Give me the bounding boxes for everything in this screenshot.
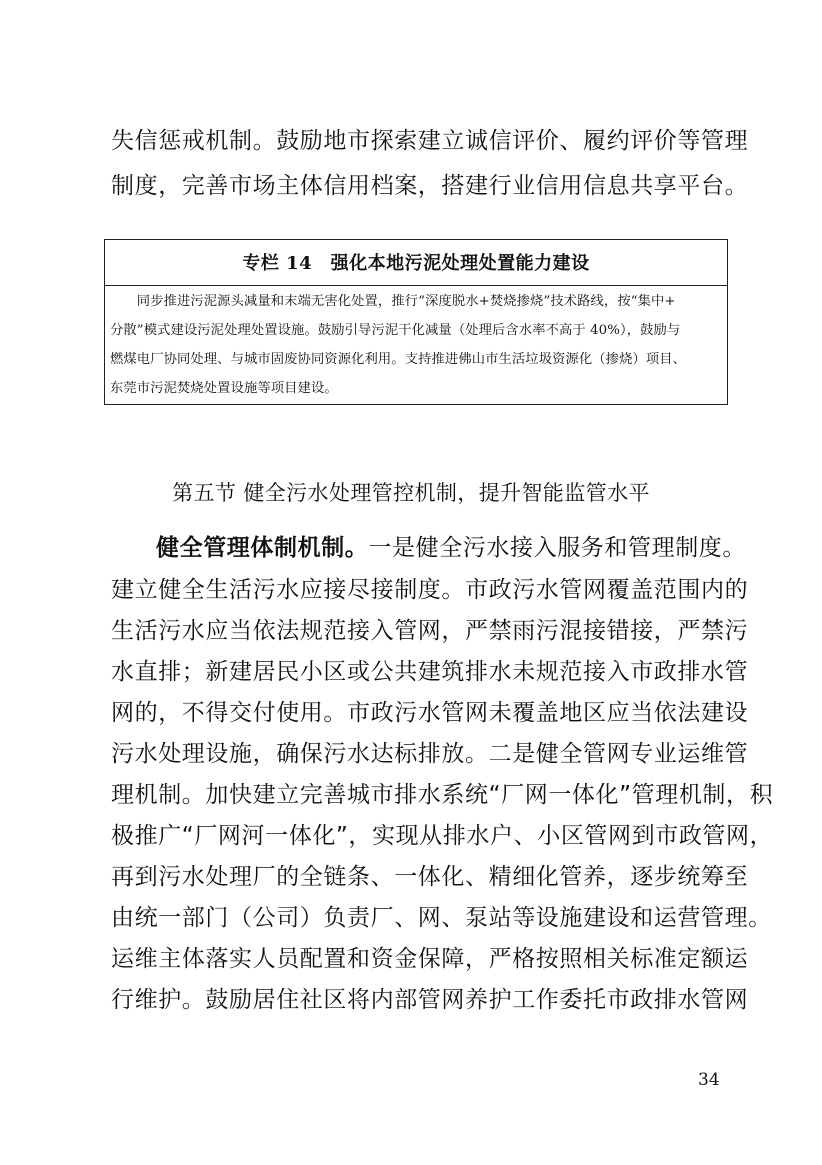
page-number: 34 [698,1070,720,1090]
column-box [104,239,728,405]
main-paragraph-line: 极推广“厂网河一体化”，实现从排水户、小区管网到市政管网， [111,823,774,849]
paragraph-lead-heading: 健全管理体制机制。 [156,535,369,561]
main-paragraph-line: 水直排；新建居民小区或公共建筑排水未规范接入市政排水管 [111,659,749,685]
column-box-line-3: 燃煤电厂协同处理、与城市固废协同资源化利用。支持推进佛山市生活垃圾资源化（掺烧）项目、 [110,352,687,367]
main-paragraph-line: 生活污水应当依法规范接入管网，严禁雨污混接错接，严禁污 [111,618,749,644]
main-paragraph-line: 污水处理设施，确保污水达标排放。二是健全管网专业运维管 [111,741,749,767]
column-box-line-2: 分散”模式建设污泥处理处置设施。鼓励引导污泥干化减量（处理后含水率不高于 40%），鼓励与 [110,323,681,338]
column-box-title: 专栏 14 强化本地污泥处理处置能力建设 [105,240,727,286]
main-paragraph-line: 网的，不得交付使用。市政污水管网未覆盖地区应当依法建设 [111,700,749,726]
top-paragraph-line-2: 制度，完善市场主体信用档案，搭建行业信用信息共享平台。 [111,173,749,199]
main-paragraph-line: 理机制。加快建立完善城市排水系统“厂网一体化”管理机制，积 [111,782,774,808]
top-paragraph-line-1: 失信惩戒机制。鼓励地市探索建立诚信评价、履约评价等管理 [111,128,749,154]
main-paragraph-first-line [156,533,747,563]
column-box-line-4: 东莞市污泥焚烧处置设施等项目建设。 [110,381,338,396]
main-paragraph-line: 由统一部门（公司）负责厂、网、泵站等设施建设和运营管理。 [111,905,772,931]
column-box-line-1: 同步推进污泥源头减量和末端无害化处置，推行“深度脱水+焚烧掺烧”技术路线，按“集中+ [110,294,676,309]
section-title: 第五节 健全污水处理管控机制，提升智能监管水平 [172,481,650,505]
main-paragraph-line: 建立健全生活污水应接尽接制度。市政污水管网覆盖范围内的 [111,577,749,603]
paragraph-first-line-text: 一是健全污水接入服务和管理制度。 [368,535,747,561]
main-paragraph-line: 行维护。鼓励居住社区将内部管网养护工作委托市政排水管网 [111,987,749,1013]
main-paragraph-line: 运维主体落实人员配置和资金保障，严格按照相关标准定额运 [111,946,749,972]
main-paragraph-line: 再到污水处理厂的全链条、一体化、精细化管养，逐步统筹至 [111,864,749,890]
